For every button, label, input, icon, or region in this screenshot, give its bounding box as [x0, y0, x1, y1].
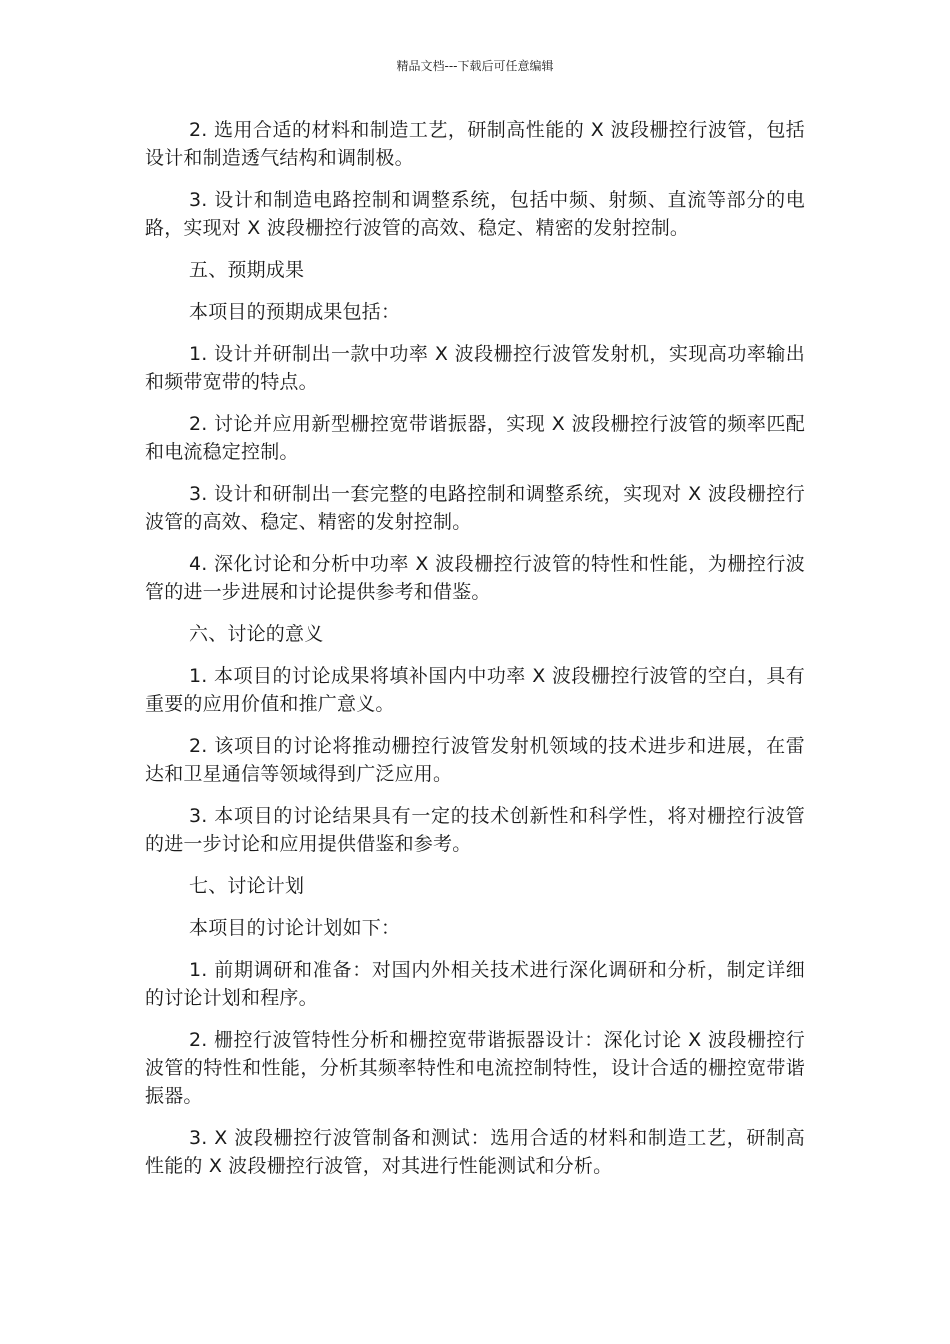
- paragraph: 2. 该项目的讨论将推动栅控行波管发射机领域的技术进步和进展，在雷达和卫星通信等领域得到广泛应用。: [145, 735, 805, 785]
- paragraph: 4. 深化讨论和分析中功率 X 波段栅控行波管的特性和性能，为栅控行波管的进一步进展和讨论提供参考和借鉴。: [145, 553, 805, 603]
- paragraph: 3. 设计和研制出一套完整的电路控制和调整系统，实现对 X 波段栅控行波管的高效、稳定、精密的发射控制。: [145, 483, 805, 533]
- paragraph: 3. X 波段栅控行波管制备和测试：选用合适的材料和制造工艺，研制高性能的 X 波段栅控行波管，对其进行性能测试和分析。: [145, 1127, 805, 1177]
- paragraph: 本项目的预期成果包括：: [189, 301, 401, 323]
- paragraph: 本项目的讨论计划如下：: [189, 917, 401, 939]
- paragraph: 1. 设计并研制出一款中功率 X 波段栅控行波管发射机，实现高功率输出和频带宽带的特点。: [145, 343, 805, 393]
- page-header: 精品文档---下载后可任意编辑: [396, 59, 554, 73]
- paragraph: 3. 本项目的讨论结果具有一定的技术创新性和科学性，将对栅控行波管的进一步讨论和应用提供借鉴和参考。: [145, 805, 805, 855]
- section-heading: 五、预期成果: [189, 259, 305, 281]
- paragraph: 3. 设计和制造电路控制和调整系统，包括中频、射频、直流等部分的电路，实现对 X 波段栅控行波管的高效、稳定、精密的发射控制。: [145, 189, 805, 239]
- paragraph: 2. 讨论并应用新型栅控宽带谐振器，实现 X 波段栅控行波管的频率匹配和电流稳定控制。: [145, 413, 805, 463]
- paragraph: 1. 前期调研和准备：对国内外相关技术进行深化调研和分析，制定详细的讨论计划和程序。: [145, 959, 805, 1009]
- paragraph: 1. 本项目的讨论成果将填补国内中功率 X 波段栅控行波管的空白，具有重要的应用价值和推广意义。: [145, 665, 805, 715]
- paragraph: 2. 选用合适的材料和制造工艺，研制高性能的 X 波段栅控行波管，包括设计和制造透气结构和调制极。: [145, 119, 805, 169]
- section-heading: 七、讨论计划: [189, 875, 305, 897]
- document-body: [145, 116, 805, 1194]
- section-heading: 六、讨论的意义: [189, 623, 324, 645]
- paragraph: 2. 栅控行波管特性分析和栅控宽带谐振器设计：深化讨论 X 波段栅控行波管的特性和性能，分析其频率特性和电流控制特性，设计合适的栅控宽带谐振器。: [145, 1029, 805, 1107]
